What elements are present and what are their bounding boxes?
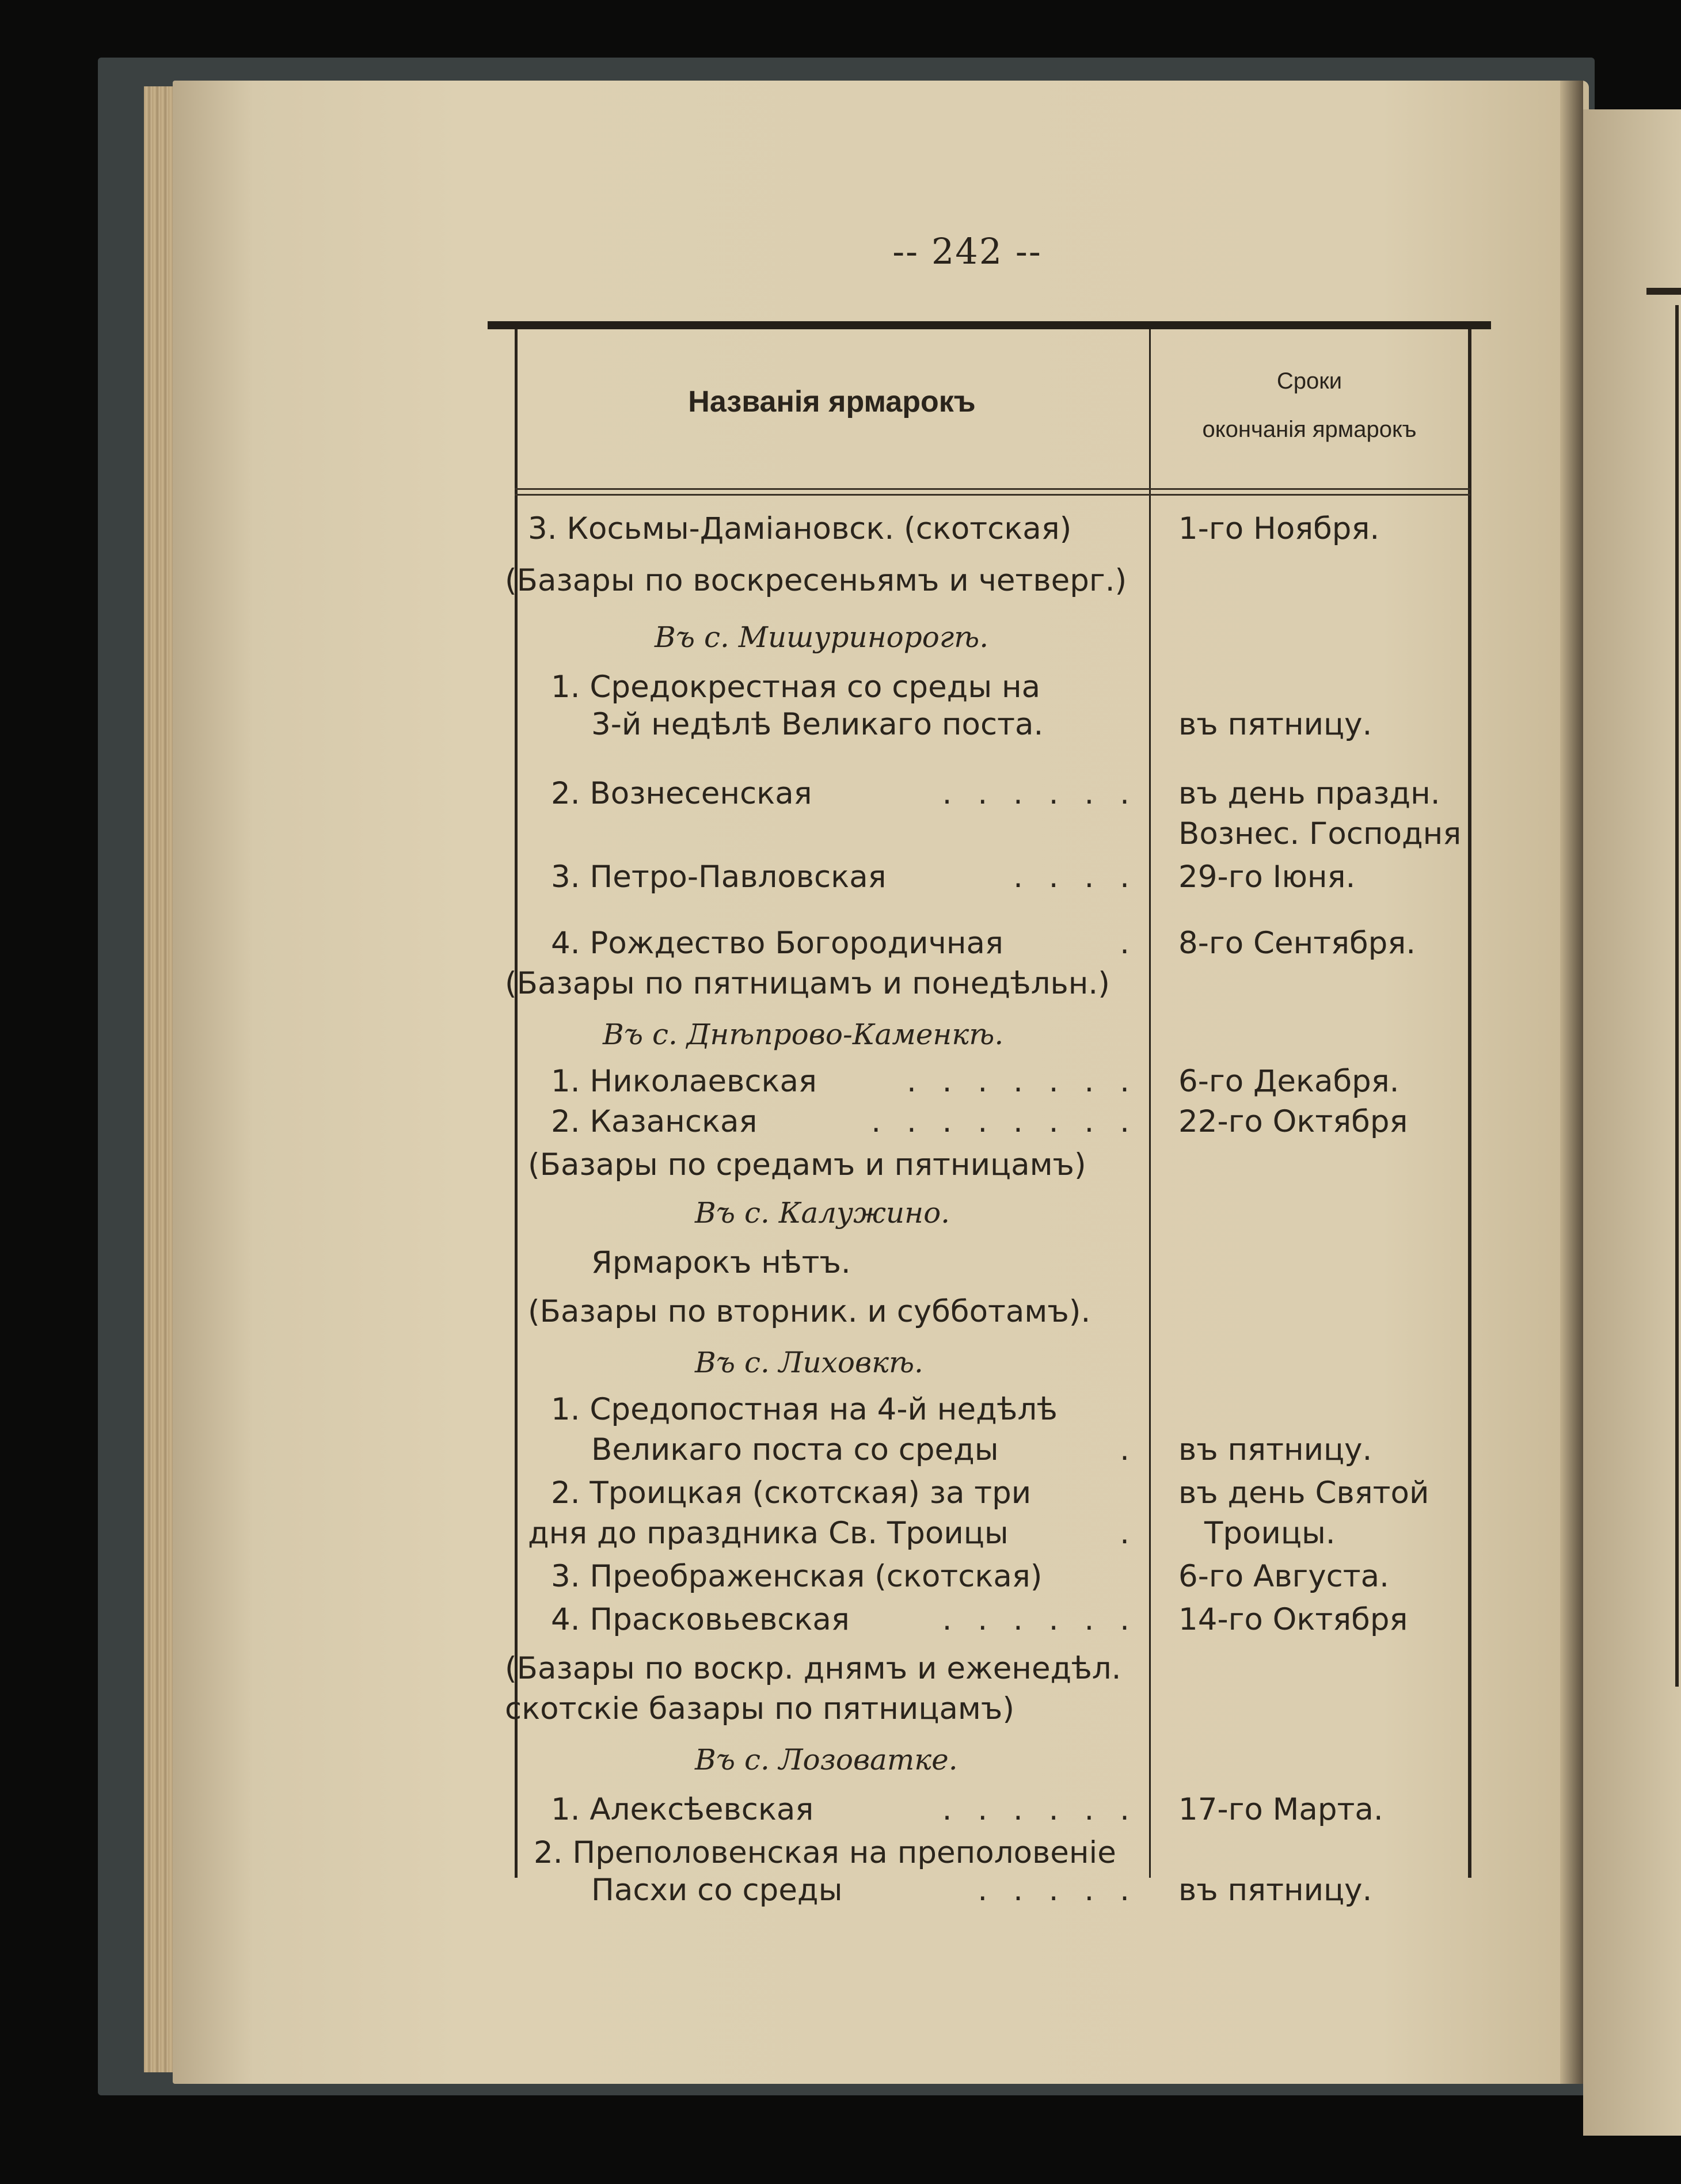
dot-leader: . . . . . . [942,1602,1138,1637]
fair-term: 17-го Марта. [1178,1792,1383,1827]
fair-name: 4. Прасковьевская [551,1602,850,1637]
table-top-rule [488,321,1491,329]
header-fair-terms [1151,357,1468,454]
next-page-rule [1646,288,1681,295]
fairs-table [488,321,1491,1908]
table-left-border [515,329,518,1878]
dot-leader: . . . . . . . [906,1064,1138,1099]
fair-term: въ пятницу. [1178,1873,1372,1908]
header-terms-line1: Сроки [1276,368,1342,394]
fair-name: скотскіе базары по пятницамъ) [505,1691,1015,1726]
fair-term: 1-го Ноября. [1178,511,1380,546]
header-terms-line2: окончанія ярмарокъ [1202,417,1417,442]
dot-leader: . [1120,926,1138,961]
fair-name: дня до праздника Св. Троицы [528,1516,1009,1551]
fair-name: 4. Рождество Богородичная [551,926,1003,961]
dot-leader: . . . . . . [942,1792,1138,1827]
village-heading: Въ с. Мишуринорогѣ. [655,621,989,654]
book-gutter [1560,81,1583,2084]
fair-term: въ день Святой [1178,1475,1429,1510]
fair-name: Великаго поста со среды [591,1432,999,1467]
fair-term: 6-го Августа. [1178,1559,1390,1594]
village-heading: Въ с. Калужино. [695,1196,950,1230]
dot-leader: . . . . . [978,1873,1138,1908]
fair-name: 2. Преполовенская на преполовеніе [534,1835,1116,1870]
dot-leader: . . . . . . [942,776,1138,811]
fair-term: 6-го Декабря. [1178,1064,1399,1099]
fair-name: Ярмарокъ нѣтъ. [591,1245,851,1280]
dot-leader: . [1120,1432,1138,1467]
fair-name: (Базары по пятницамъ и понедѣльн.) [505,966,1110,1001]
fair-name: 3. Петро-Павловская [551,859,887,895]
page-number: -- 242 -- [892,230,1042,272]
fair-name: 1. Средокрестная со среды на [551,669,1041,705]
fair-term: въ пятницу. [1178,1432,1372,1467]
village-heading: Въ с. Днѣпрово-Каменкѣ. [603,1018,1004,1051]
dot-leader: . . . . . . . . [871,1104,1138,1139]
fair-term: 14-го Октября [1178,1602,1408,1637]
fair-name: 1. Николаевская [551,1064,817,1099]
fair-name: 2. Казанская [551,1104,758,1139]
village-heading: Въ с. Лозоватке. [695,1743,958,1776]
header-fair-names: Названія ярмарокъ [688,385,976,418]
header-rule-upper [515,488,1470,490]
next-page-edge [1583,109,1681,2136]
fair-term: 22-го Октября [1178,1104,1408,1139]
village-heading: Въ с. Лиховкѣ. [695,1346,923,1379]
fair-name: (Базары по воскр. днямъ и еженедѣл. [505,1651,1121,1686]
next-page-column-line [1675,305,1679,1687]
fair-name: 2. Троицкая (скотская) за три [551,1475,1032,1510]
fair-name: 1. Алексѣевская [551,1792,814,1827]
fair-term: 8-го Сентября. [1178,926,1416,961]
fair-name: (Базары по средамъ и пятницамъ) [528,1147,1086,1182]
dot-leader: . . . . [1013,859,1138,895]
fair-term: въ день праздн. [1178,776,1440,811]
table-right-border [1468,329,1471,1878]
fair-term: Вознес. Господня [1178,816,1462,851]
fair-term: 29-го Іюня. [1178,859,1356,895]
dot-leader: . [1120,1516,1138,1551]
fair-term: Троицы. [1204,1516,1336,1551]
table-column-divider [1149,329,1151,1878]
fair-name: (Базары по вторник. и субботамъ). [528,1294,1091,1329]
fair-name: (Базары по воскресеньямъ и четверг.) [505,563,1127,598]
fair-name: Пасхи со среды [591,1873,843,1908]
fair-name: 3-й недѣлѣ Великаго поста. [591,707,1044,742]
fair-term: въ пятницу. [1178,707,1372,742]
fair-name: 3. Преображенская (скотская) [551,1559,1043,1594]
fair-name: 1. Средопостная на 4-й недѣлѣ [551,1392,1058,1427]
header-rule-lower [515,494,1470,496]
fair-name: 3. Косьмы-Даміановск. (скотская) [528,511,1072,546]
fair-name: 2. Вознесенская [551,776,812,811]
